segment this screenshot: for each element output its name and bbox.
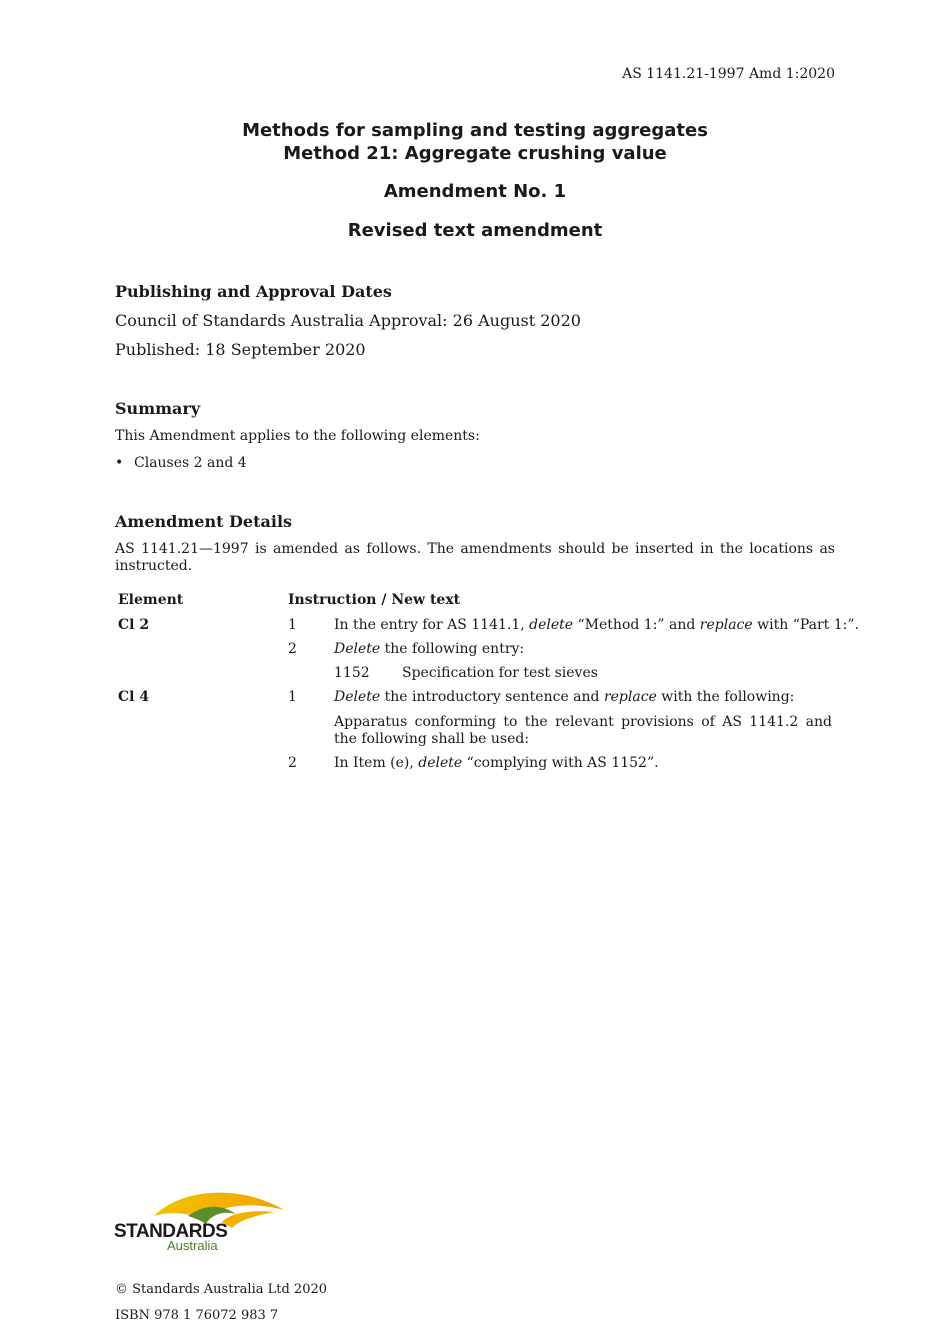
new-text: Apparatus conforming to the relevant provisions of AS 1141.2 and the following shall be used: bbox=[334, 714, 832, 747]
logo-word-australia: Australia bbox=[167, 1238, 218, 1252]
instruction-text: In the entry for AS 1141.1, delete “Method 1:” and replace with “Part 1:”. bbox=[334, 617, 859, 633]
bullet-icon: • bbox=[115, 455, 124, 471]
instruction-text: In Item (e), delete “complying with AS 1152”. bbox=[334, 755, 659, 771]
summary-intro: This Amendment applies to the following elements: bbox=[115, 428, 480, 444]
title-line-2: Method 21: Aggregate crushing value bbox=[283, 143, 667, 164]
list-item bbox=[115, 455, 247, 471]
instruction-text: Delete the following entry: bbox=[334, 641, 525, 657]
published-date: Published: 18 September 2020 bbox=[115, 340, 366, 359]
instruction-number: 2 bbox=[288, 641, 297, 657]
instruction-number: 1 bbox=[288, 689, 297, 705]
column-header-element: Element bbox=[118, 592, 184, 608]
column-header-instruction: Instruction / New text bbox=[288, 592, 461, 608]
instruction-number: 1 bbox=[288, 617, 297, 633]
document-reference: AS 1141.21-1997 Amd 1:2020 bbox=[622, 66, 835, 82]
entry-title: Specification for test sieves bbox=[402, 665, 598, 681]
amendment-type: Revised text amendment bbox=[347, 220, 603, 241]
instruction-text: Delete the introductory sentence and replace with the following: bbox=[334, 689, 795, 705]
bullet-text: Clauses 2 and 4 bbox=[134, 455, 247, 471]
instruction-number: 2 bbox=[288, 755, 297, 771]
swoosh-lower bbox=[222, 1211, 274, 1228]
element-cl2: Cl 2 bbox=[118, 617, 150, 633]
approval-date: Council of Standards Australia Approval: 26 August 2020 bbox=[115, 311, 581, 330]
details-heading: Amendment Details bbox=[115, 512, 293, 531]
logo-word-standards: STANDARDS bbox=[114, 1221, 228, 1242]
swoosh-yellow bbox=[154, 1193, 284, 1218]
entry-code: 1152 bbox=[334, 665, 370, 681]
dates-heading: Publishing and Approval Dates bbox=[115, 282, 392, 301]
copyright: © Standards Australia Ltd 2020 bbox=[115, 1282, 328, 1297]
amendment-number: Amendment No. 1 bbox=[383, 181, 567, 202]
isbn: ISBN 978 1 76072 983 7 bbox=[115, 1308, 279, 1323]
element-cl4: Cl 4 bbox=[118, 689, 150, 705]
standards-australia-logo bbox=[114, 1188, 286, 1252]
summary-heading: Summary bbox=[115, 399, 201, 418]
details-intro: AS 1141.21—1997 is amended as follows. The amendments should be inserted in the locations as instructed. bbox=[115, 541, 835, 574]
title-line-1: Methods for sampling and testing aggregates bbox=[242, 120, 708, 141]
document-title bbox=[0, 119, 950, 165]
